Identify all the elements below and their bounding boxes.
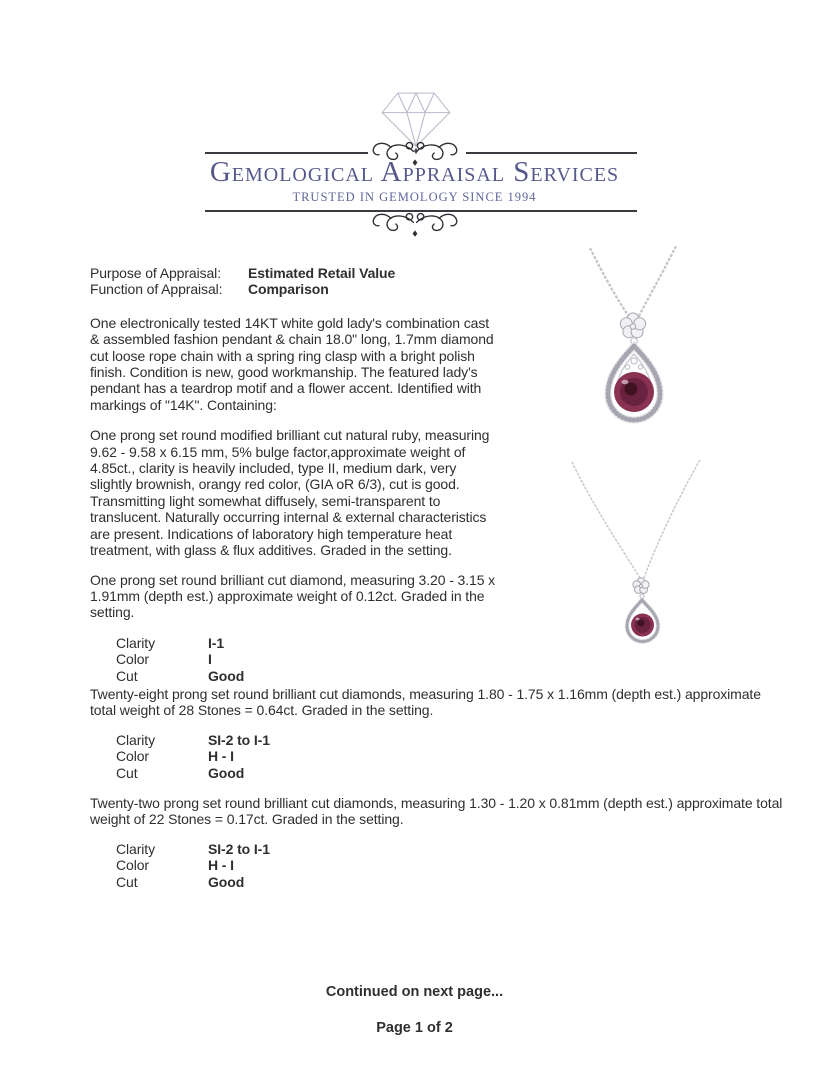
cut-label: Cut xyxy=(116,667,138,684)
twenty-two-diamonds-paragraph: Twenty-two prong set round brilliant cut diamonds, measuring 1.30 - 1.20 x 0.81mm (depth est.) approximate total weight of 22 Stones = 0.17ct. Graded in the setting. xyxy=(90,795,783,828)
ruby-gem xyxy=(614,372,654,412)
pendant-closeup-photo xyxy=(562,246,797,460)
appraisal-body-left-column xyxy=(90,265,502,684)
header-rule-left xyxy=(205,152,368,154)
meta-row-purpose xyxy=(90,265,502,281)
clarity-label: Clarity xyxy=(116,840,155,857)
clarity-value: SI-2 to I-1 xyxy=(208,840,270,857)
grade-table-28-diamonds xyxy=(90,732,785,781)
cut-row xyxy=(90,765,785,781)
twenty-eight-diamonds-paragraph: Twenty-eight prong set round brilliant cut diamonds, measuring 1.80 - 1.75 x 1.16mm (depth est.) approximate total weight of 28 Stones = 0.64ct. Graded in the setting. xyxy=(90,686,761,719)
appraisal-body-wide-section xyxy=(90,686,785,890)
color-value: I xyxy=(208,651,212,668)
meta-row-function xyxy=(90,281,502,297)
color-row xyxy=(90,748,785,764)
cut-label: Cut xyxy=(116,764,138,781)
cut-label: Cut xyxy=(116,873,138,890)
ruby-description-paragraph: One prong set round modified brilliant cut natural ruby, measuring 9.62 - 9.58 x 6.15 mm, 5% bulge factor,approximate weight of 4.85ct., clarity is heavily included, type II, medium dark, very slightly brownish, orangy red color, (GIA oR 6/3), cut is good. Transmitting light somewhat diffusely, semi-transparent to translucent. Naturally occurring internal & external characteristics are present. Indications of laboratory high temperature heat treatment, with glass & flux additives. Graded in the setting. xyxy=(90,427,490,559)
company-tagline: TRUSTED IN GEMOLOGY SINCE 1994 xyxy=(292,190,537,204)
function-label: Function of Appraisal: xyxy=(90,281,223,298)
appraisal-meta xyxy=(90,265,502,298)
grade-table-single-diamond xyxy=(90,635,502,684)
color-label: Color xyxy=(116,651,149,668)
ruby-gem xyxy=(631,614,654,637)
cut-row xyxy=(90,668,502,684)
clarity-label: Clarity xyxy=(116,634,155,651)
company-name: Gemological Appraisal Services xyxy=(209,156,620,188)
flower-accent xyxy=(620,313,645,338)
item-description-paragraph: One electronically tested 14KT white gold lady's combination cast & assembled fashion pendant & chain 18.0" long, 1.7mm diamond cut loose rope chain with a spring ring clasp with a bright polish finish. Condition is new, good workmanship. The featured lady's pendant has a teardrop motif and a flower accent. Identified with markings of "14K". Containing: xyxy=(90,314,494,413)
cut-value: Good xyxy=(208,873,245,890)
function-value: Comparison xyxy=(248,281,329,298)
clarity-value: I-1 xyxy=(208,634,225,651)
purpose-value: Estimated Retail Value xyxy=(248,265,396,281)
clarity-row xyxy=(90,841,785,857)
purpose-label: Purpose of Appraisal: xyxy=(90,265,221,281)
necklace-full-photo xyxy=(562,460,797,680)
color-value: H - I xyxy=(208,857,234,874)
cut-row xyxy=(90,874,785,890)
color-value: H - I xyxy=(208,748,234,765)
clarity-row xyxy=(90,635,502,651)
color-row xyxy=(90,651,502,667)
grade-table-22-diamonds xyxy=(90,841,785,890)
flower-accent xyxy=(633,578,649,594)
cut-value: Good xyxy=(208,764,245,781)
fleur-motif xyxy=(625,358,642,369)
clarity-value: SI-2 to I-1 xyxy=(208,731,270,748)
clarity-row xyxy=(90,732,785,748)
color-label: Color xyxy=(116,748,149,765)
cut-value: Good xyxy=(208,667,245,684)
color-label: Color xyxy=(116,857,149,874)
color-row xyxy=(90,857,785,873)
clarity-label: Clarity xyxy=(116,731,155,748)
single-diamond-paragraph: One prong set round brilliant cut diamond, measuring 3.20 - 3.15 x 1.91mm (depth est.) approximate weight of 0.12ct. Graded in the setting. xyxy=(90,571,496,621)
page-number: Page 1 of 2 xyxy=(376,1020,453,1036)
scroll-flourish-bottom-icon xyxy=(367,209,463,239)
header-rule-right xyxy=(466,152,637,154)
continued-notice: Continued on next page... xyxy=(325,984,504,1000)
